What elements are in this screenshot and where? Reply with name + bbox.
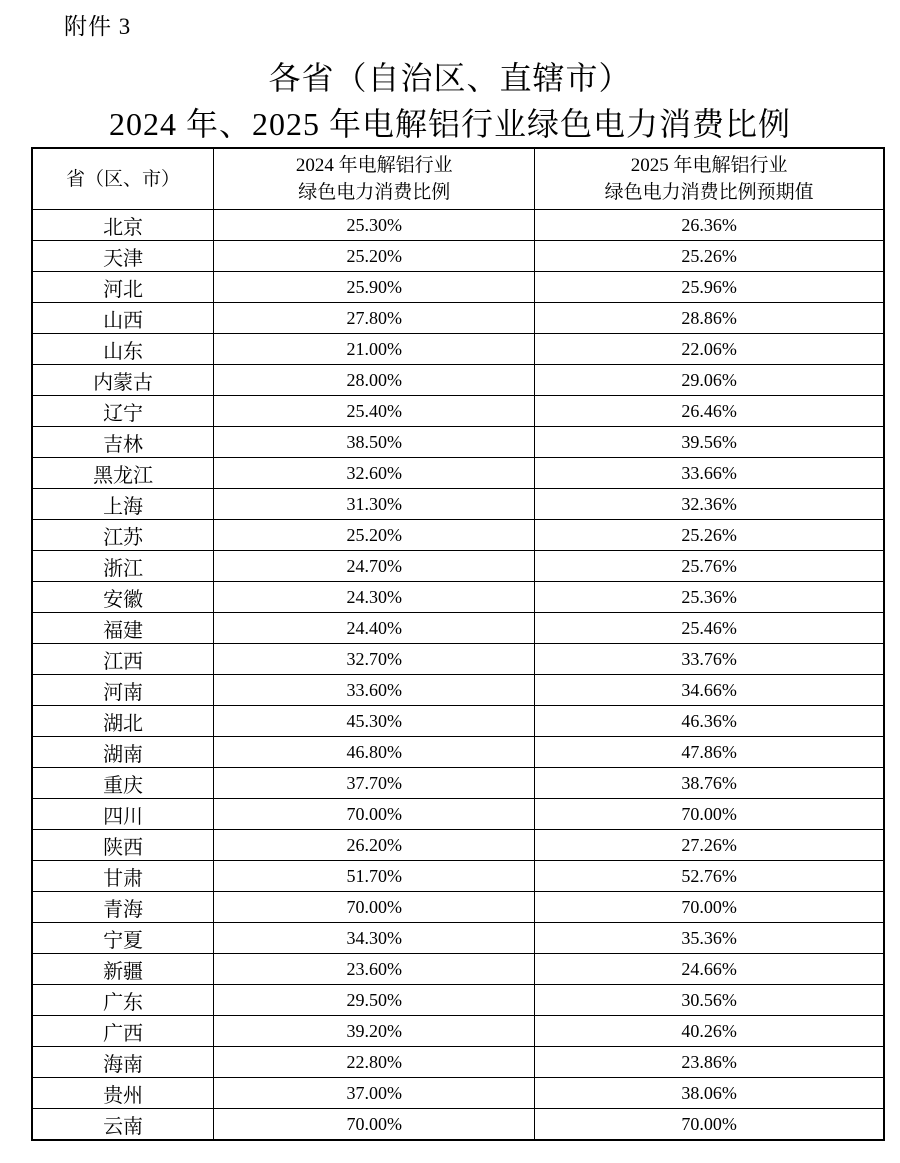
ratio-2024: 25.40% [214, 396, 535, 427]
table-row [32, 985, 884, 1016]
table-row [32, 365, 884, 396]
ratio-2024: 25.20% [214, 241, 535, 272]
ratio-2024: 38.50% [214, 427, 535, 458]
ratio-2024: 39.20% [214, 1016, 535, 1047]
ratio-2025-expected: 33.76% [535, 644, 884, 675]
table-row [32, 954, 884, 985]
ratio-2025-expected: 40.26% [535, 1016, 884, 1047]
ratio-2024: 28.00% [214, 365, 535, 396]
province-name: 山西 [32, 303, 214, 334]
header-text: 2024 年电解铝行业 [295, 155, 453, 176]
province-name: 广东 [32, 985, 214, 1016]
document-title-line-2: 2024 年、2025 年电解铝行业绿色电力消费比例 [108, 106, 791, 142]
table-row [32, 489, 884, 520]
province-name: 贵州 [32, 1078, 214, 1109]
ratio-2024: 34.30% [214, 923, 535, 954]
province-name: 云南 [32, 1109, 214, 1141]
ratio-2024: 25.20% [214, 520, 535, 551]
province-name: 北京 [32, 210, 214, 241]
province-name: 重庆 [32, 768, 214, 799]
header-text: 绿色电力消费比例预期值 [604, 182, 814, 203]
ratio-2024: 27.80% [214, 303, 535, 334]
ratio-2025-expected: 25.26% [535, 520, 884, 551]
ratio-2025-expected: 32.36% [535, 489, 884, 520]
ratio-2024: 70.00% [214, 799, 535, 830]
table-row [32, 613, 884, 644]
province-name: 海南 [32, 1047, 214, 1078]
ratio-2024: 37.00% [214, 1078, 535, 1109]
table-row [32, 737, 884, 768]
ratio-2024: 45.30% [214, 706, 535, 737]
ratio-2025-expected: 70.00% [535, 892, 884, 923]
ratio-2024: 51.70% [214, 861, 535, 892]
province-name: 天津 [32, 241, 214, 272]
ratio-2025-expected: 25.96% [535, 272, 884, 303]
table-row [32, 272, 884, 303]
table-row [32, 799, 884, 830]
province-name: 福建 [32, 613, 214, 644]
header-2025-expected-ratio [535, 148, 884, 210]
table-row [32, 892, 884, 923]
ratio-2025-expected: 28.86% [535, 303, 884, 334]
ratio-2025-expected: 47.86% [535, 737, 884, 768]
header-text: 省（区、市） [66, 168, 181, 190]
header-text: 2025 年电解铝行业 [630, 155, 788, 176]
province-name: 内蒙古 [32, 365, 214, 396]
ratio-2025-expected: 26.46% [535, 396, 884, 427]
province-name: 安徽 [32, 582, 214, 613]
document-title-line-1: 各省（自治区、直辖市） [268, 60, 632, 96]
ratio-2024: 21.00% [214, 334, 535, 365]
table-row [32, 210, 884, 241]
ratio-2024: 22.80% [214, 1047, 535, 1078]
table-row [32, 241, 884, 272]
ratio-2024: 23.60% [214, 954, 535, 985]
header-text: 绿色电力消费比例 [298, 182, 451, 203]
ratio-2024: 25.90% [214, 272, 535, 303]
table-row [32, 706, 884, 737]
table-row [32, 334, 884, 365]
ratio-2025-expected: 22.06% [535, 334, 884, 365]
ratio-2024: 29.50% [214, 985, 535, 1016]
ratio-2025-expected: 25.26% [535, 241, 884, 272]
province-name: 黑龙江 [32, 458, 214, 489]
table-header-row [32, 148, 884, 210]
table-row [32, 582, 884, 613]
province-name: 河北 [32, 272, 214, 303]
table-row [32, 427, 884, 458]
table-row [32, 923, 884, 954]
green-power-ratio-table [31, 147, 885, 1141]
table-row [32, 396, 884, 427]
province-name: 青海 [32, 892, 214, 923]
table-row [32, 675, 884, 706]
ratio-2025-expected: 23.86% [535, 1047, 884, 1078]
province-name: 浙江 [32, 551, 214, 582]
ratio-2025-expected: 25.46% [535, 613, 884, 644]
province-name: 四川 [32, 799, 214, 830]
province-name: 上海 [32, 489, 214, 520]
province-name: 吉林 [32, 427, 214, 458]
table-row [32, 1109, 884, 1141]
table-row [32, 1047, 884, 1078]
table-row [32, 458, 884, 489]
ratio-2024: 32.60% [214, 458, 535, 489]
province-name: 新疆 [32, 954, 214, 985]
province-name: 江苏 [32, 520, 214, 551]
table-row [32, 520, 884, 551]
province-name: 广西 [32, 1016, 214, 1047]
province-name: 甘肃 [32, 861, 214, 892]
ratio-2025-expected: 27.26% [535, 830, 884, 861]
ratio-2025-expected: 70.00% [535, 799, 884, 830]
ratio-2025-expected: 33.66% [535, 458, 884, 489]
ratio-2025-expected: 38.06% [535, 1078, 884, 1109]
ratio-2025-expected: 25.76% [535, 551, 884, 582]
ratio-2025-expected: 26.36% [535, 210, 884, 241]
header-province [32, 148, 214, 210]
province-name: 湖北 [32, 706, 214, 737]
ratio-2024: 24.70% [214, 551, 535, 582]
ratio-2024: 37.70% [214, 768, 535, 799]
ratio-2024: 24.30% [214, 582, 535, 613]
table-row [32, 861, 884, 892]
ratio-2024: 33.60% [214, 675, 535, 706]
header-2024-ratio [214, 148, 535, 210]
table-row [32, 830, 884, 861]
ratio-2025-expected: 46.36% [535, 706, 884, 737]
table-row [32, 768, 884, 799]
ratio-2025-expected: 38.76% [535, 768, 884, 799]
ratio-2024: 31.30% [214, 489, 535, 520]
ratio-2025-expected: 29.06% [535, 365, 884, 396]
ratio-2024: 25.30% [214, 210, 535, 241]
ratio-2025-expected: 30.56% [535, 985, 884, 1016]
ratio-2024: 70.00% [214, 892, 535, 923]
ratio-2025-expected: 25.36% [535, 582, 884, 613]
table-row [32, 644, 884, 675]
ratio-2024: 70.00% [214, 1109, 535, 1141]
ratio-2025-expected: 39.56% [535, 427, 884, 458]
table-row [32, 1016, 884, 1047]
ratio-2025-expected: 24.66% [535, 954, 884, 985]
ratio-2025-expected: 35.36% [535, 923, 884, 954]
province-name: 江西 [32, 644, 214, 675]
table-row [32, 1078, 884, 1109]
province-name: 河南 [32, 675, 214, 706]
province-name: 山东 [32, 334, 214, 365]
ratio-2025-expected: 52.76% [535, 861, 884, 892]
ratio-2024: 46.80% [214, 737, 535, 768]
attachment-label: 附件 3 [64, 14, 132, 39]
ratio-2024: 32.70% [214, 644, 535, 675]
ratio-2024: 26.20% [214, 830, 535, 861]
table-row [32, 303, 884, 334]
province-name: 陕西 [32, 830, 214, 861]
province-name: 宁夏 [32, 923, 214, 954]
ratio-2025-expected: 34.66% [535, 675, 884, 706]
table-row [32, 551, 884, 582]
province-name: 辽宁 [32, 396, 214, 427]
ratio-2024: 24.40% [214, 613, 535, 644]
province-name: 湖南 [32, 737, 214, 768]
ratio-2025-expected: 70.00% [535, 1109, 884, 1141]
